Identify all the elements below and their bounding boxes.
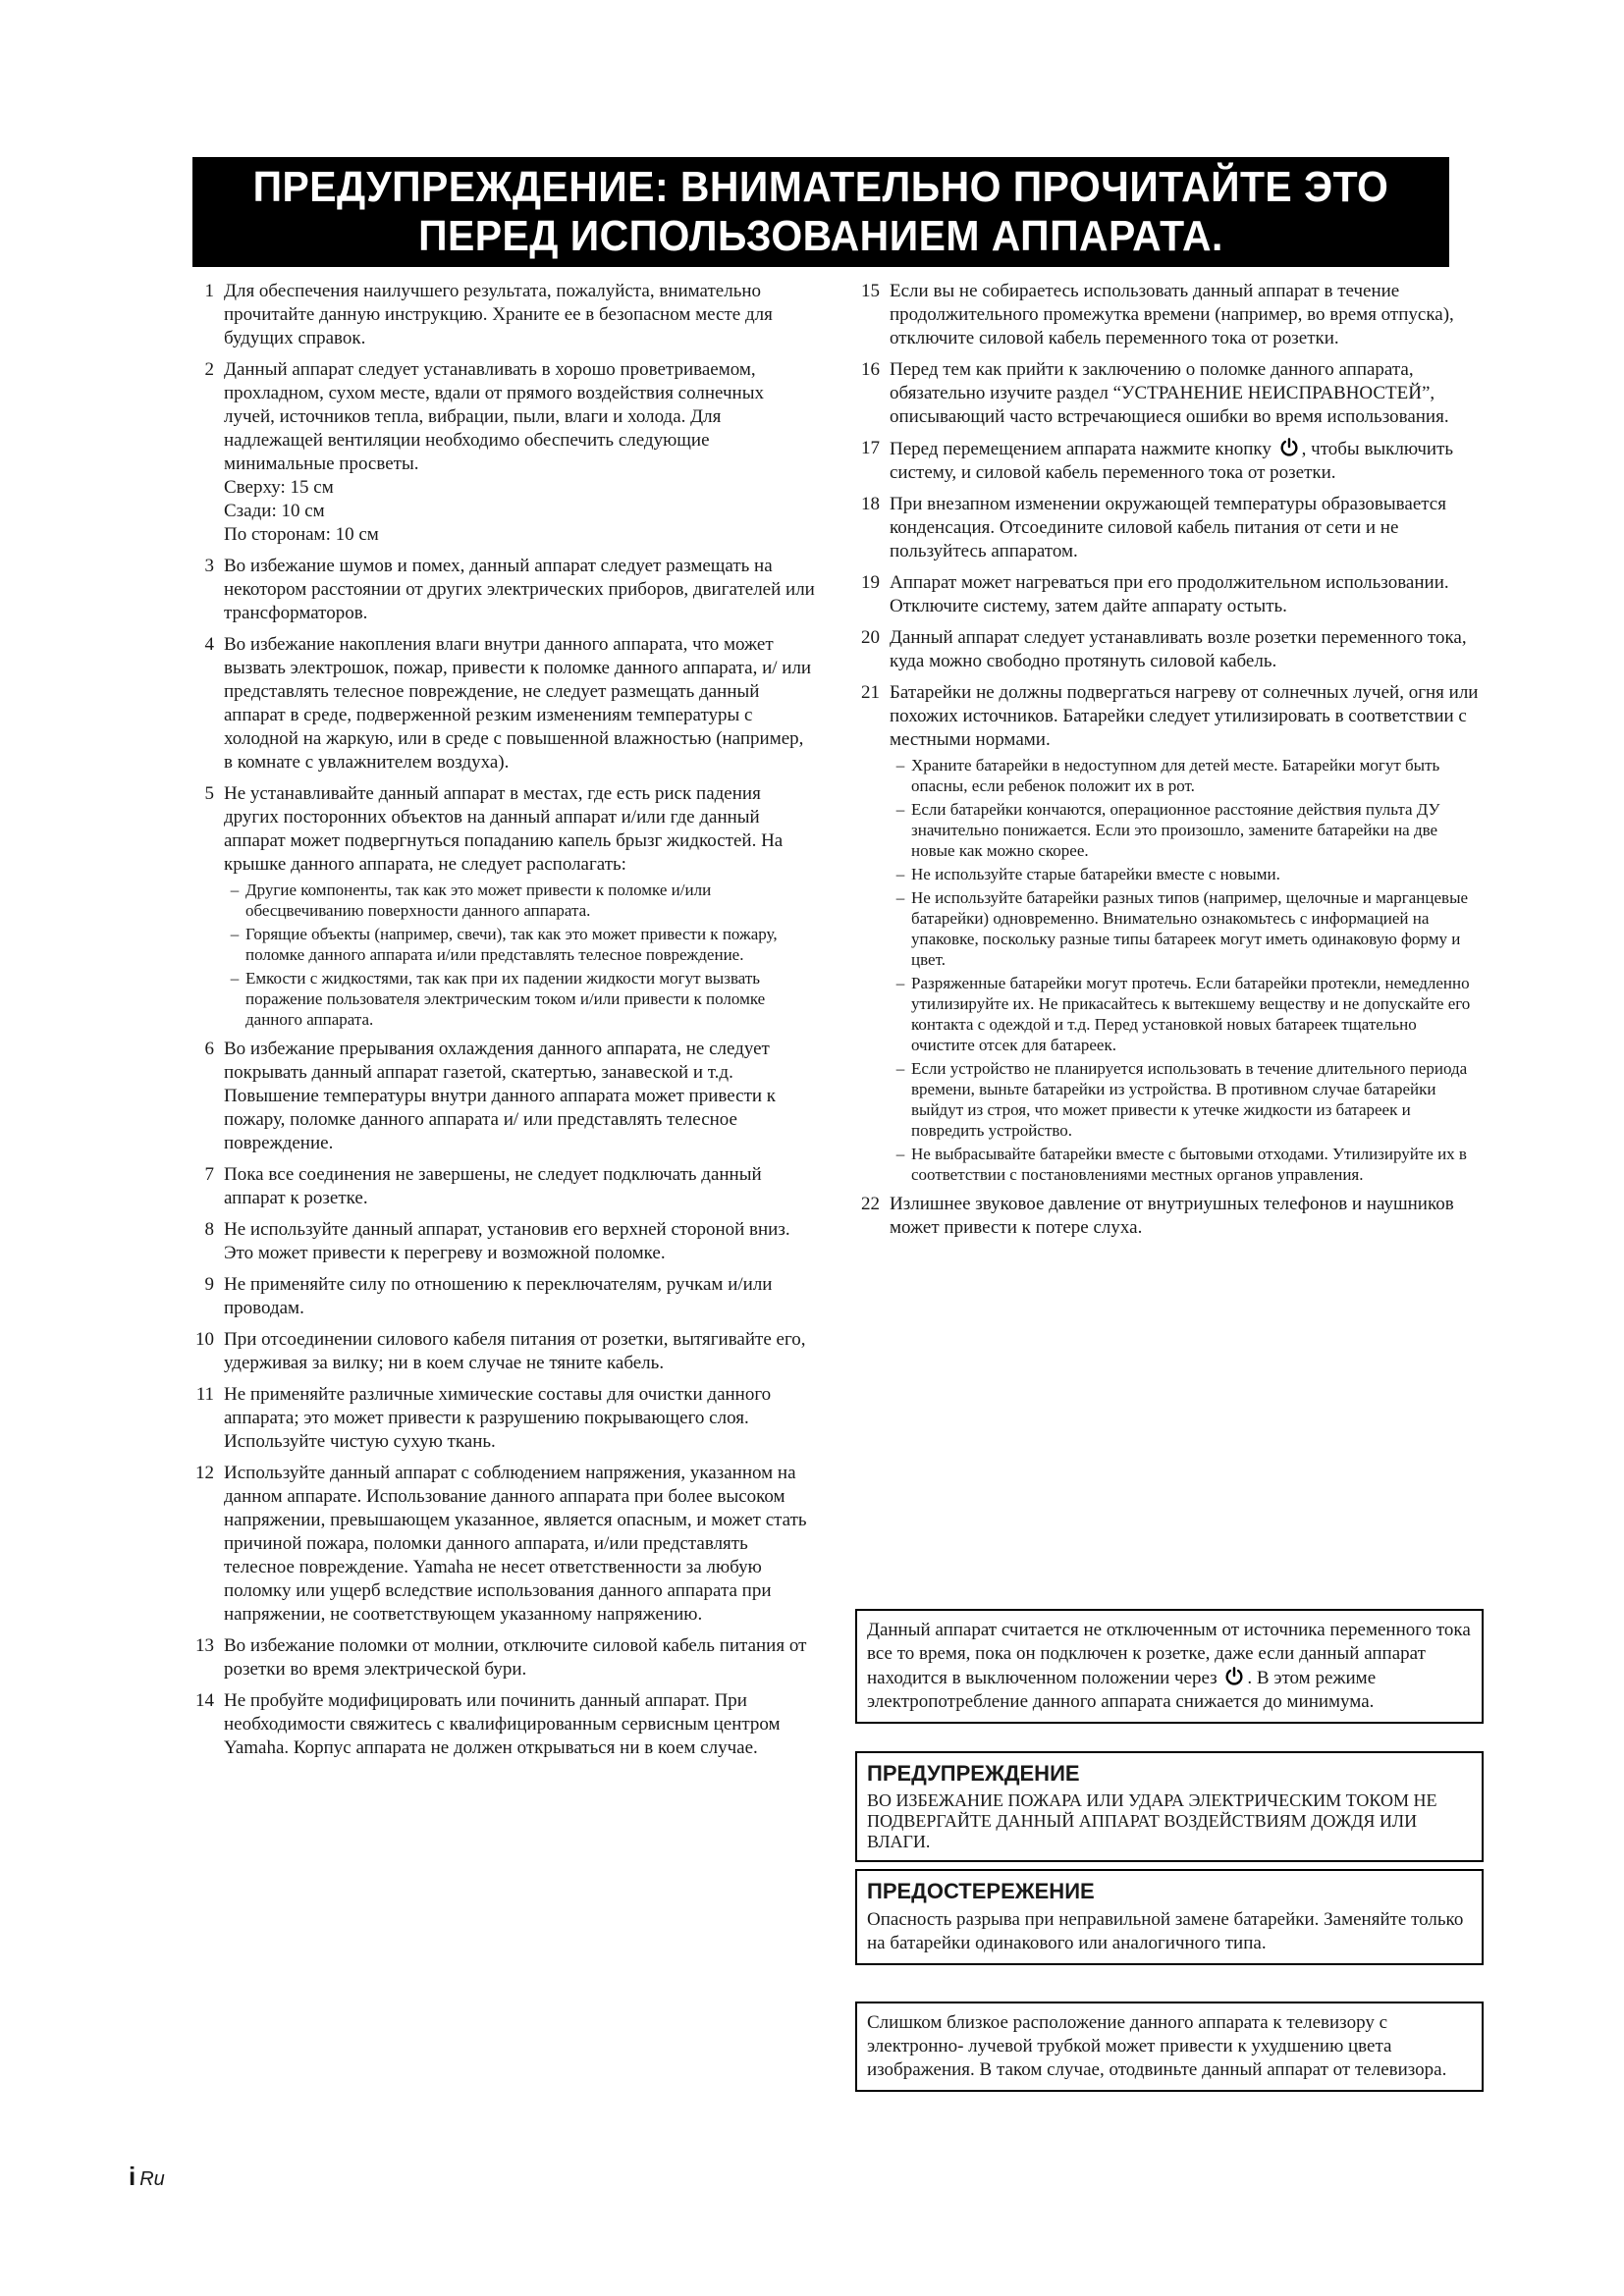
item-number: 18 xyxy=(861,494,880,514)
list-item xyxy=(187,1634,815,1682)
list-item xyxy=(187,1689,815,1760)
item-body xyxy=(224,633,815,774)
item-body xyxy=(224,1634,815,1682)
item-text: Не применяйте различные химические составы для очистки данного аппарата; это может привести к разрушению покрывающего слоя. Используйте чистую сухую ткань. xyxy=(224,1384,772,1452)
item-text-post: , чтобы выключить систему, и силовой кабель переменного тока от розетки. xyxy=(890,439,1454,483)
caution-title: ПРЕДОСТЕРЕЖЕНИЕ xyxy=(867,1879,1095,1903)
item-text: Аппарат может нагреваться при его продолжительном использовании. Отключите систему, затем дайте аппарату остыть. xyxy=(890,572,1449,616)
item-body xyxy=(224,280,815,350)
dash-marker: – xyxy=(230,925,240,943)
dash-marker: – xyxy=(895,1059,905,1078)
item-body xyxy=(224,782,815,1030)
item-body xyxy=(224,1328,815,1375)
sub-item xyxy=(890,1144,1481,1185)
left-column xyxy=(187,280,815,1768)
item-text: Данный аппарат следует устанавливать возле розетки переменного тока, куда можно свободно протянуть силовой кабель. xyxy=(890,627,1467,671)
list-item xyxy=(187,555,815,625)
sub-item-text: Другие компоненты, так как это может привести к поломке и/или обесцвечиванию поверхности данного аппарата. xyxy=(245,881,712,920)
sub-item-text: Если батарейки кончаются, операционное расстояние действия пульта ДУ значительно понижается. Если это произошло, замените батарейки на две новые как можно скорее. xyxy=(911,800,1440,860)
standby-text-1: Данный аппарат считается не отключенным от источника переменного тока все то время, пока он подключен к розетке, даже если данный аппарат находится в выключенном положении через xyxy=(867,1620,1471,1688)
item-number: 15 xyxy=(861,281,880,301)
tv-notice-box xyxy=(855,2002,1484,2092)
dash-marker: – xyxy=(895,1145,905,1163)
warning-banner xyxy=(192,157,1449,267)
item-number: 12 xyxy=(195,1463,214,1483)
standby-notice-box xyxy=(855,1609,1484,1724)
item-text: Если вы не собираетесь использовать данный аппарат в течение продолжительного промежутка времени (например, во время отпуска), отключите силовой кабель переменного тока от розетки. xyxy=(890,281,1454,348)
dash-marker: – xyxy=(895,756,905,774)
dash-marker: – xyxy=(230,881,240,899)
list-item xyxy=(187,1273,815,1320)
sub-item-text: Храните батарейки в недоступном для детей месте. Батарейки могут быть опасны, если ребенок положит их в рот. xyxy=(911,756,1440,795)
item-number: 10 xyxy=(195,1329,214,1350)
item-number: 2 xyxy=(204,359,214,380)
sub-item-text: Если устройство не планируется использовать в течение длительного периода времени, выньте батарейки из устройства. В противном случае батарейки выйдут из строя, что может привести к утечке жидкости из батареек и повредить устройство. xyxy=(911,1059,1468,1140)
banner-line-2: ПЕРЕД ИСПОЛЬЗОВАНИЕМ АППАРАТА. xyxy=(418,212,1223,260)
page-footer xyxy=(129,2162,165,2192)
caution-box xyxy=(855,1869,1484,1965)
item-body xyxy=(890,280,1481,350)
list-item xyxy=(187,1462,815,1627)
sub-item-text: Не выбрасывайте батарейки вместе с бытовыми отходами. Утилизируйте их в соответствии с постановлениями местных органов управления. xyxy=(911,1145,1467,1184)
power-icon xyxy=(1278,437,1300,458)
list-item xyxy=(852,437,1481,485)
item-text: Батарейки не должны подвергаться нагреву от солнечных лучей, огня или похожих источников. Батарейки следует утилизировать в соответствии с местными нормами. xyxy=(890,682,1479,750)
list-item xyxy=(852,280,1481,350)
standby-text-2: . В этом режиме электропотребление данного аппарата снижается до минимума. xyxy=(867,1668,1377,1712)
banner-line-1: ПРЕДУПРЕЖДЕНИЕ: ВНИМАТЕЛЬНО ПРОЧИТАЙТЕ ЭТО xyxy=(252,163,1389,211)
item-body xyxy=(890,681,1481,1185)
sub-item-text: Не используйте старые батарейки вместе с новыми. xyxy=(911,865,1280,883)
list-item xyxy=(852,681,1481,1185)
item-text: Во избежание шумов и помех, данный аппарат следует размещать на некотором расстоянии от других электрических приборов, двигателей или трансформаторов. xyxy=(224,556,815,623)
list-item xyxy=(187,280,815,350)
item-text: Во избежание накопления влаги внутри данного аппарата, что может вызвать электрошок, пожар, привести к поломке данного аппарата, и/ или представлять телесное повреждение, не следует размещать данный аппарат в среде, подверженной резким изменениям температуры с холодной на жаркую, или в среде с повышенной влажностью (например, в комнате с увлажнителем воздуха). xyxy=(224,634,812,773)
item-body xyxy=(224,555,815,625)
sub-item-text: Емкости с жидкостями, так как при их падении жидкости могут вызвать поражение пользователя электрическим током и/или привести к поломке данного аппарата. xyxy=(245,969,766,1029)
item-text: Не применяйте силу по отношению к переключателям, ручкам и/или проводам. xyxy=(224,1274,773,1318)
tv-notice-text: Слишком близкое расположение данного аппарата к телевизору с электронно- лучевой трубкой может привести к ухудшению цвета изображения. В таком случае, отодвиньте данный аппарат от телевизора. xyxy=(867,2012,1447,2080)
dash-marker: – xyxy=(895,974,905,992)
item-text: Используйте данный аппарат с соблюдением напряжения, указанном на данном аппарате. Использование данного аппарата при более высоком напряжении, превышающем указанное, является опасным, и может стать причиной пожара, поломки данного аппарата, и/или представлять телесное повреждение. Yamaha не несет ответственности за любую поломку или ущерб вследствие использования данного аппарата при напряжении, не соответствующем указанному напряжению. xyxy=(224,1463,807,1625)
list-item xyxy=(187,1163,815,1210)
right-column xyxy=(852,280,1481,1248)
sub-item xyxy=(890,799,1481,861)
dash-marker: – xyxy=(230,969,240,988)
item-number: 20 xyxy=(861,627,880,648)
item-text: Данный аппарат следует устанавливать в хорошо проветриваемом, прохладном, сухом месте, вдали от прямого воздействия солнечных лучей, источников тепла, вибрации, пыли, влаги и холода. Для надлежащей вентиляции необходимо обеспечить следующие минимальные просветы. xyxy=(224,359,764,474)
page-number: i xyxy=(129,2162,136,2191)
item-body xyxy=(224,358,815,547)
sub-item xyxy=(890,887,1481,970)
list-item xyxy=(187,1383,815,1454)
item-number: 9 xyxy=(204,1274,214,1295)
sub-item xyxy=(224,968,815,1030)
warning-text: ВО ИЗБЕЖАНИЕ ПОЖАРА ИЛИ УДАРА ЭЛЕКТРИЧЕСКИМ ТОКОМ НЕ ПОДВЕРГАЙТЕ ДАННЫЙ АППАРАТ ВОЗДЕЙСТВИЯМ ДОЖДЯ ИЛИ ВЛАГИ. xyxy=(867,1790,1437,1851)
item-text: При внезапном изменении окружающей температуры образовывается конденсация. Отсоедините силовой кабель питания от сети и не пользуйтесь аппаратом. xyxy=(890,494,1446,561)
item-body xyxy=(890,571,1481,618)
item-body xyxy=(224,1383,815,1454)
item-number: 17 xyxy=(861,438,880,458)
item-text: Пока все соединения не завершены, не следует подключать данный аппарат к розетке. xyxy=(224,1164,762,1208)
clearance-line: Сзади: 10 см xyxy=(224,501,325,521)
list-item xyxy=(852,571,1481,618)
sub-item xyxy=(890,755,1481,796)
item-text: Для обеспечения наилучшего результата, пожалуйста, внимательно прочитайте данную инструкцию. Храните ее в безопасном месте для будущих справок. xyxy=(224,281,773,348)
item-body xyxy=(890,493,1481,563)
sub-item xyxy=(224,880,815,921)
item-number: 7 xyxy=(204,1164,214,1185)
item-body xyxy=(890,1193,1481,1240)
item-text: Не устанавливайте данный аппарат в местах, где есть риск падения других посторонних объектов на данный аппарат и/или где данный аппарат может подвергнуться попаданию капель брызг жидкостей. На крышке данного аппарата, не следует располагать: xyxy=(224,783,784,875)
warning-title: ПРЕДУПРЕЖДЕНИЕ xyxy=(867,1761,1080,1786)
item-text-pre: Перед перемещением аппарата нажмите кнопку xyxy=(890,439,1272,459)
caution-text: Опасность разрыва при неправильной замене батарейки. Заменяйте только на батарейки одинакового или аналогичного типа. xyxy=(867,1909,1464,1953)
sub-item xyxy=(890,1058,1481,1141)
item-text: Излишнее звуковое давление от внутриушных телефонов и наушников может привести к потере слуха. xyxy=(890,1194,1454,1238)
item-body xyxy=(224,1689,815,1760)
item-text: При отсоединении силового кабеля питания от розетки, вытягивайте его, удерживая за вилку; ни в коем случае не тяните кабель. xyxy=(224,1329,806,1373)
power-icon xyxy=(1223,1666,1245,1687)
sub-item xyxy=(890,864,1481,884)
item-number: 5 xyxy=(204,783,214,804)
item-body xyxy=(224,1038,815,1155)
item-number: 22 xyxy=(861,1194,880,1214)
item-number: 11 xyxy=(195,1384,214,1405)
clearance-line: Сверху: 15 см xyxy=(224,477,334,498)
language-code: Ru xyxy=(139,2168,165,2190)
item-body xyxy=(224,1462,815,1627)
dash-marker: – xyxy=(895,800,905,819)
item-body xyxy=(890,626,1481,673)
dash-marker: – xyxy=(895,888,905,907)
item-text: Не используйте данный аппарат, установив его верхней стороной вниз. Это может привести к перегреву и возможной поломке. xyxy=(224,1219,790,1263)
item-text: Во избежание прерывания охлаждения данного аппарата, не следует покрывать данный аппарат газетой, скатертью, занавеской и т.д. Повышение температуры внутри данного аппарата может привести к пожару, поломке данного аппарата и/ или представлять телесное повреждение. xyxy=(224,1039,777,1153)
list-item xyxy=(187,1038,815,1155)
list-item xyxy=(187,633,815,774)
item-number: 8 xyxy=(204,1219,214,1240)
sub-item-text: Разряженные батарейки могут протечь. Если батарейки протекли, немедленно утилизируйте их. Не прикасайтесь к вытекшему веществу и не допускайте его контакта с одеждой и т.д. Перед установкой новых батареек тщательно очистите отсек для батареек. xyxy=(911,974,1471,1054)
dash-marker: – xyxy=(895,865,905,883)
item-body xyxy=(890,437,1481,485)
item-text: Не пробуйте модифицировать или починить данный аппарат. При необходимости свяжитесь с квалифицированным сервисным центром Yamaha. Корпус аппарата не должен открываться ни в коем случае. xyxy=(224,1690,781,1758)
item-body xyxy=(890,358,1481,429)
item-body xyxy=(224,1218,815,1265)
item-body xyxy=(224,1163,815,1210)
item-text: Во избежание поломки от молнии, отключите силовой кабель питания от розетки во время электрической бури. xyxy=(224,1635,807,1680)
item-number: 3 xyxy=(204,556,214,576)
sub-item-text: Горящие объекты (например, свечи), так как это может привести к пожару, поломке данного аппарата и/или представлять телесное повреждение. xyxy=(245,925,778,964)
item-number: 19 xyxy=(861,572,880,593)
item-number: 21 xyxy=(861,682,880,703)
item-text xyxy=(890,437,1481,485)
sub-item xyxy=(890,973,1481,1055)
list-item xyxy=(187,1328,815,1375)
list-item xyxy=(187,1218,815,1265)
item-number: 13 xyxy=(195,1635,214,1656)
item-number: 1 xyxy=(204,281,214,301)
list-item xyxy=(852,626,1481,673)
list-item xyxy=(852,358,1481,429)
item-number: 16 xyxy=(861,359,880,380)
item-number: 6 xyxy=(204,1039,214,1059)
item-body xyxy=(224,1273,815,1320)
list-item xyxy=(852,493,1481,563)
list-item xyxy=(852,1193,1481,1240)
warning-box xyxy=(855,1751,1484,1862)
sub-item xyxy=(224,924,815,965)
list-item xyxy=(187,782,815,1030)
item-number: 14 xyxy=(195,1690,214,1711)
item-number: 4 xyxy=(204,634,214,655)
clearance-line: По сторонам: 10 см xyxy=(224,524,379,545)
list-item xyxy=(187,358,815,547)
sub-item-text: Не используйте батарейки разных типов (например, щелочные и марганцевые батарейки) одновременно. Внимательно ознакомьтесь с информацией на упаковке, поскольку разные типы батареек могут иметь одинаковую форму и цвет. xyxy=(911,888,1469,969)
item-text: Перед тем как прийти к заключению о поломке данного аппарата, обязательно изучите раздел “УСТРАНЕНИЕ НЕИСПРАВНОСТЕЙ”, описывающий часто встречающиеся ошибки во время использования. xyxy=(890,359,1449,427)
